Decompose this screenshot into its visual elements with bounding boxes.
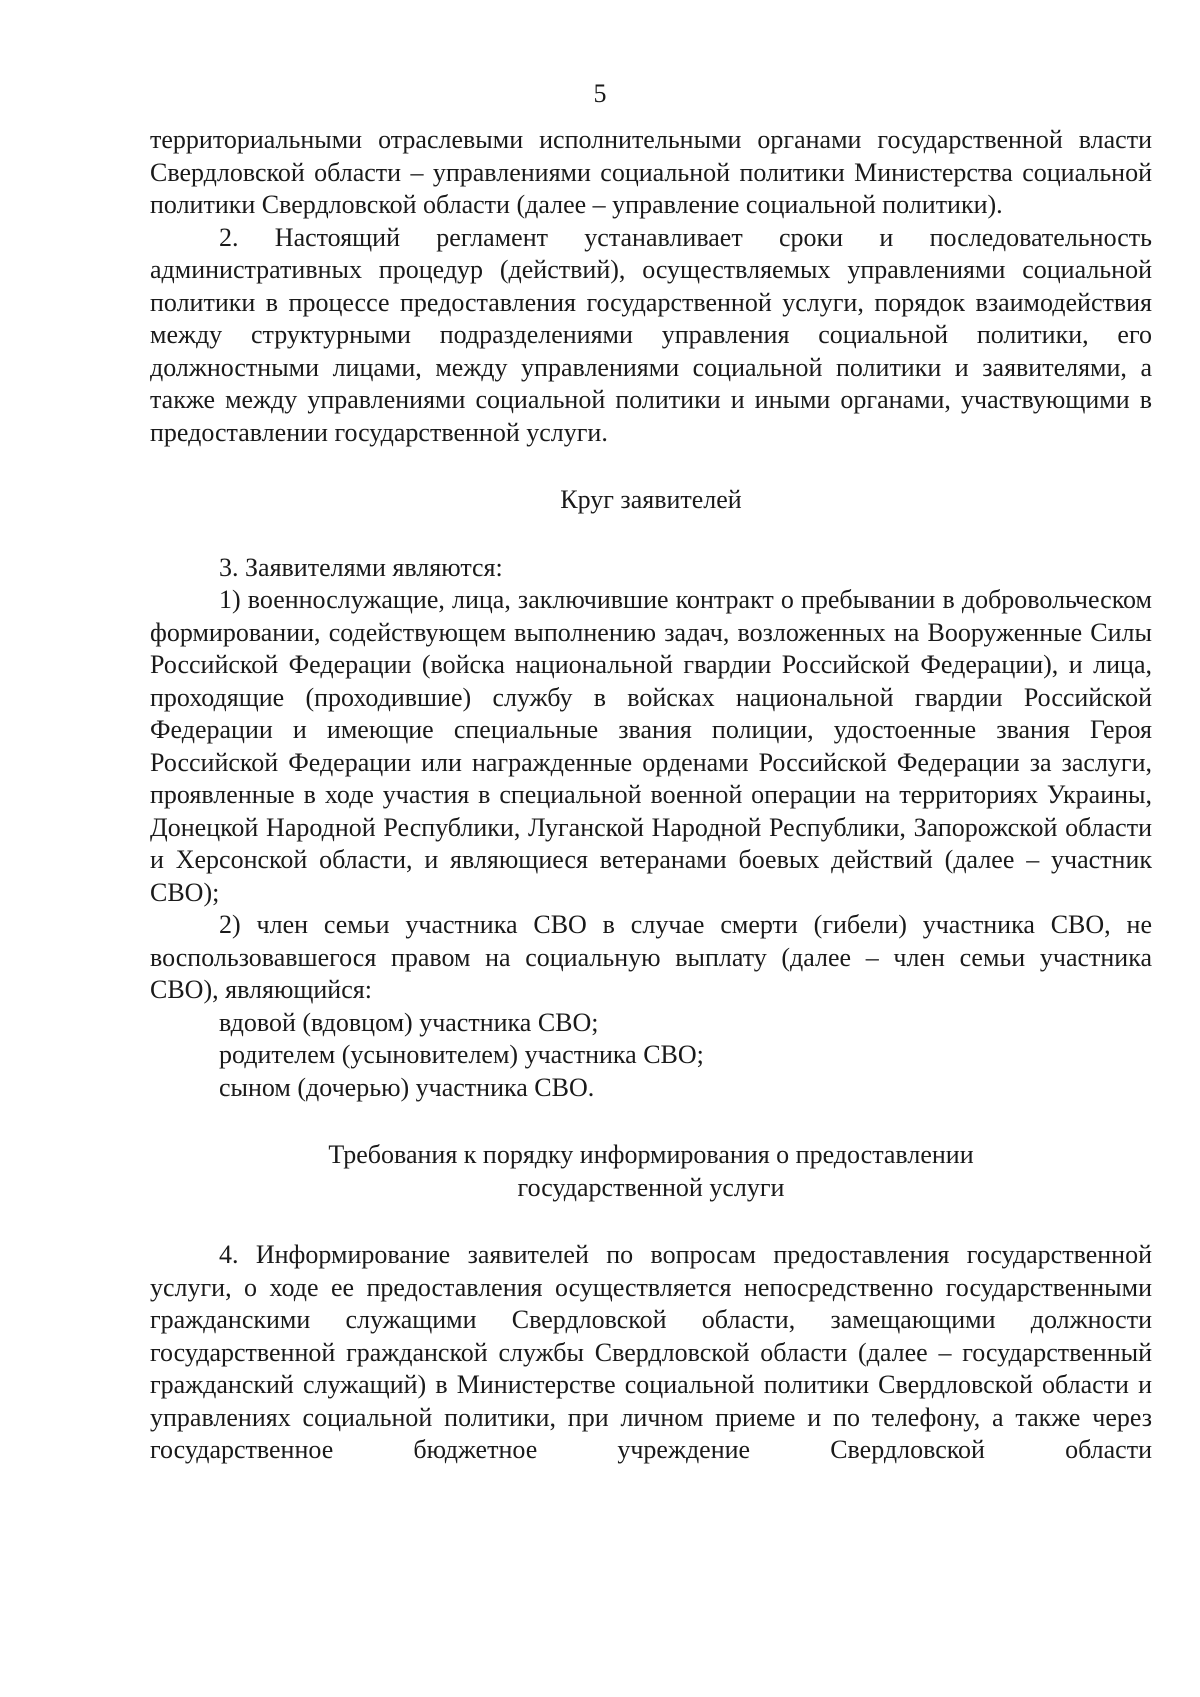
section-heading-applicants: Круг заявителей	[560, 485, 742, 514]
section-heading-informing	[150, 1139, 1152, 1204]
paragraph-continuation: территориальными отраслевыми исполнительными органами государственной власти Свердловской области – управлениями социальной политики Министерства социальной политики Свердловской области (далее – управление социальной политики).	[150, 125, 1152, 219]
paragraph-3-item-2: 2) член семьи участника СВО в случае смерти (гибели) участника СВО, не воспользовавшегося правом на социальную выплату (далее – член семьи участника СВО), являющийся:	[150, 910, 1152, 1004]
section-heading-line: государственной услуги	[517, 1172, 785, 1202]
document-body	[150, 124, 1152, 1467]
list-item: сыном (дочерью) участника СВО.	[219, 1072, 595, 1102]
section-heading-line: Требования к порядку информирования о предоставлении	[328, 1140, 974, 1169]
paragraph-3-item-1: 1) военнослужащие, лица, заключившие контракт о пребывании в добровольческом формировании, содействующем выполнению задач, возложенных на Вооруженные Силы Российской Федерации (войска национальной гвардии Российской Федерации), и лица, проходящие (проходившие) службу в войсках национальной гвардии Российской Федерации и имеющие специальные звания полиции, удостоенные звания Героя Российской Федерации или награжденные орденами Российской Федерации за заслуги, проявленные в ходе участия в специальной военной операции на территориях Украины, Донецкой Народной Республики, Луганской Народной Республики, Запорожской области и Херсонской области, и являющиеся ветеранами боевых действий (далее – участник СВО);	[150, 585, 1152, 907]
page-number: 5	[593, 79, 607, 108]
paragraph-3: 3. Заявителями являются:	[219, 552, 503, 582]
paragraph-4: 4. Информирование заявителей по вопросам предоставления государственной услуги, о ходе ее предоставления осуществляется непосредственно государственными гражданскими служащими Свердловской области, замещающими должности государственной гражданской службы Свердловской области (далее – государственный гражданский служащий) в Министерстве социальной политики Свердловской области и управлениях социальной политики, при личном приеме и по телефону, а также через государственное бюджетное учреждение Свердловской области	[150, 1240, 1152, 1464]
paragraph-2: 2. Настоящий регламент устанавливает сроки и последовательность административных процедур (действий), осуществляемых управлениями социальной политики в процессе предоставления государственной услуги, порядок взаимодействия между структурными подразделениями управления социальной политики, его должностными лицами, между управлениями социальной политики и заявителями, а также между управлениями социальной политики и иными органами, участвующими в предоставлении государственной услуги.	[150, 222, 1152, 447]
list-item: вдовой (вдовцом) участника СВО;	[219, 1007, 599, 1037]
list-item: родителем (усыновителем) участника СВО;	[219, 1040, 704, 1069]
